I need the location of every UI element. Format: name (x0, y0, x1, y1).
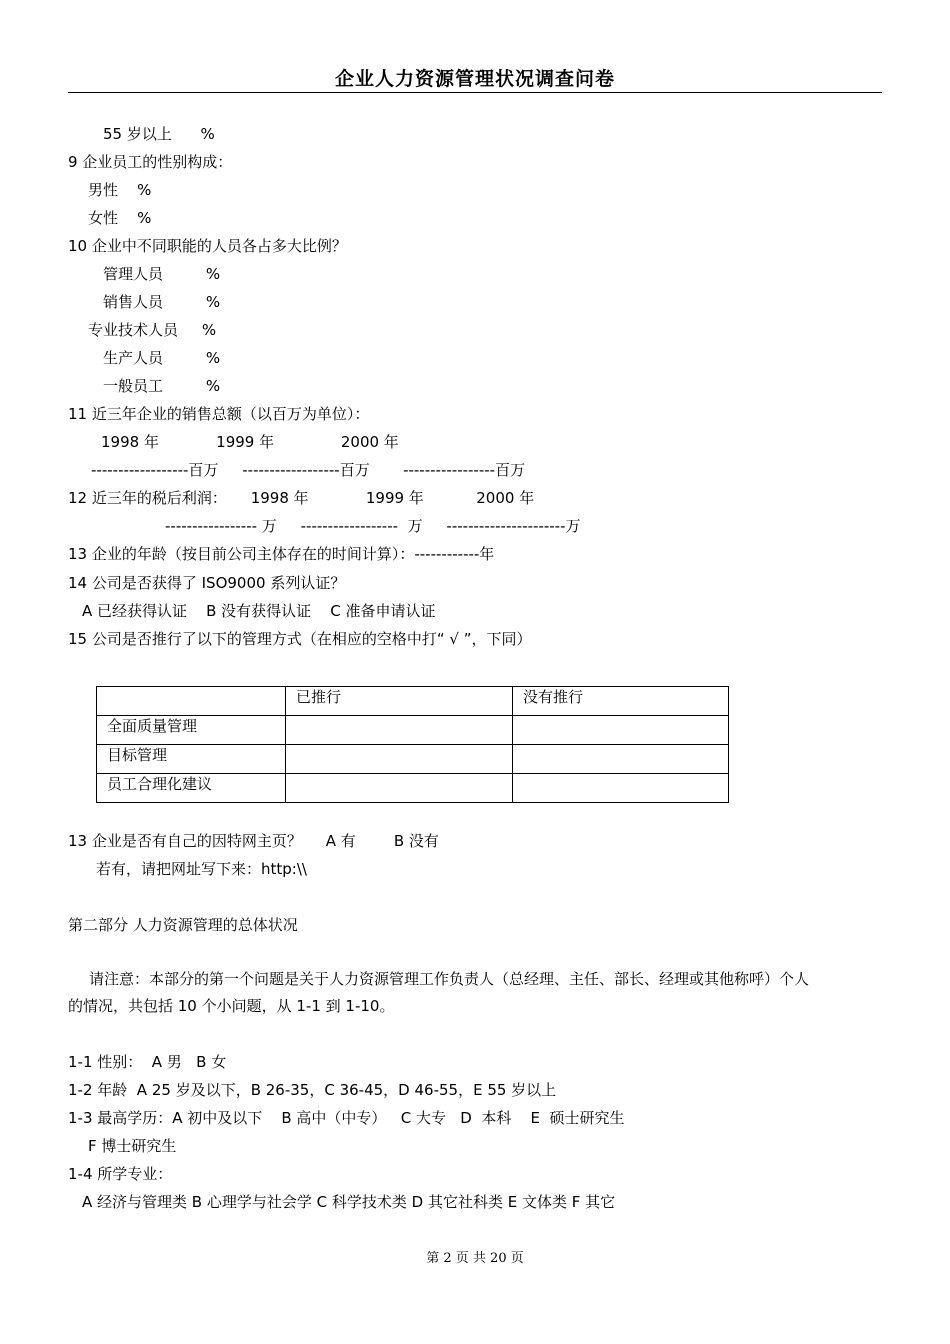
not-implemented-checkbox-cell[interactable] (513, 745, 729, 774)
question-11-blanks: ------------------百万 ------------------百万 -----------------百万 (91, 461, 526, 479)
sales-staff-line: 销售人员 % (103, 293, 221, 311)
header-rule (68, 92, 882, 93)
table-header-cell: 已推行 (286, 687, 513, 716)
question-10: 10 企业中不同职能的人员各占多大比例？ (68, 237, 347, 255)
page-footer: 第 2 页 共 20 页 (426, 1251, 524, 1266)
question-1-2: 1-2 年龄 A 25 岁及以下，B 26-35，C 36-45，D 46-55，E 55 岁以上 (68, 1081, 557, 1099)
note-paragraph-line-1: 请注意：本部分的第一个问题是关于人力资源管理工作负责人（总经理、主任、部长、经理或其他称呼）个人 (89, 970, 810, 988)
table-row-label: 全面质量管理 (97, 716, 286, 745)
management-methods-table (96, 686, 729, 803)
question-14-options: A 已经获得认证 B 没有获得认证 C 准备申请认证 (82, 602, 436, 620)
question-12-blanks: ----------------- 万 ------------------ 万 ----------------------万 (165, 517, 581, 535)
not-implemented-checkbox-cell[interactable] (513, 774, 729, 803)
table-row (97, 716, 729, 745)
question-1-4: 1-4 所学专业： (68, 1165, 173, 1183)
note-paragraph-line-2: 的情况，共包括 10 个小问题，从 1-1 到 1-10。 (68, 997, 395, 1015)
document-title: 企业人力资源管理状况调查问卷 (334, 68, 615, 90)
female-line: 女性 % (88, 209, 152, 227)
general-staff-line: 一般员工 % (103, 377, 221, 395)
question-11-years: 1998 年 1999 年 2000 年 (101, 433, 399, 451)
age-55-plus-line: 55 岁以上 % (103, 125, 215, 143)
male-line: 男性 % (88, 181, 152, 199)
question-1-3: 1-3 最高学历：A 初中及以下 B 高中（中专） C 大专 D 本科 E 硕士研究生 (68, 1109, 625, 1127)
production-staff-line: 生产人员 % (103, 349, 221, 367)
homepage-url-line: 若有，请把网址写下来：http:\\ (96, 860, 307, 878)
implemented-checkbox-cell[interactable] (286, 774, 513, 803)
question-11: 11 近三年企业的销售总额（以百万为单位）： (68, 405, 370, 423)
question-14: 14 公司是否获得了 ISO9000 系列认证？ (68, 574, 346, 592)
part-2-heading: 第二部分 人力资源管理的总体状况 (68, 916, 298, 934)
table-header-cell (97, 687, 286, 716)
management-staff-line: 管理人员 % (103, 265, 221, 283)
table-row (97, 774, 729, 803)
question-9: 9 企业员工的性别构成： (68, 153, 233, 171)
tech-staff-line: 专业技术人员 % (88, 321, 217, 339)
not-implemented-checkbox-cell[interactable] (513, 716, 729, 745)
table-row-label: 目标管理 (97, 745, 286, 774)
table-row-label: 员工合理化建议 (97, 774, 286, 803)
question-13-homepage: 13 企业是否有自己的因特网主页？ A 有 B 没有 (68, 832, 439, 850)
implemented-checkbox-cell[interactable] (286, 716, 513, 745)
question-13-age: 13 企业的年龄（按目前公司主体存在的时间计算）：------------年 (68, 545, 495, 563)
question-1-3-option-f: F 博士研究生 (88, 1137, 177, 1155)
question-12: 12 近三年的税后利润： 1998 年 1999 年 2000 年 (68, 489, 535, 507)
question-15: 15 公司是否推行了以下的管理方式（在相应的空格中打“ √ ”，下同） (68, 630, 532, 648)
table-header-cell: 没有推行 (513, 687, 729, 716)
table-header-row (97, 687, 729, 716)
implemented-checkbox-cell[interactable] (286, 745, 513, 774)
table-row (97, 745, 729, 774)
question-1-4-options: A 经济与管理类 B 心理学与社会学 C 科学技术类 D 其它社科类 E 文体类 F 其它 (82, 1193, 616, 1211)
question-1-1: 1-1 性别： A 男 B 女 (68, 1053, 227, 1071)
